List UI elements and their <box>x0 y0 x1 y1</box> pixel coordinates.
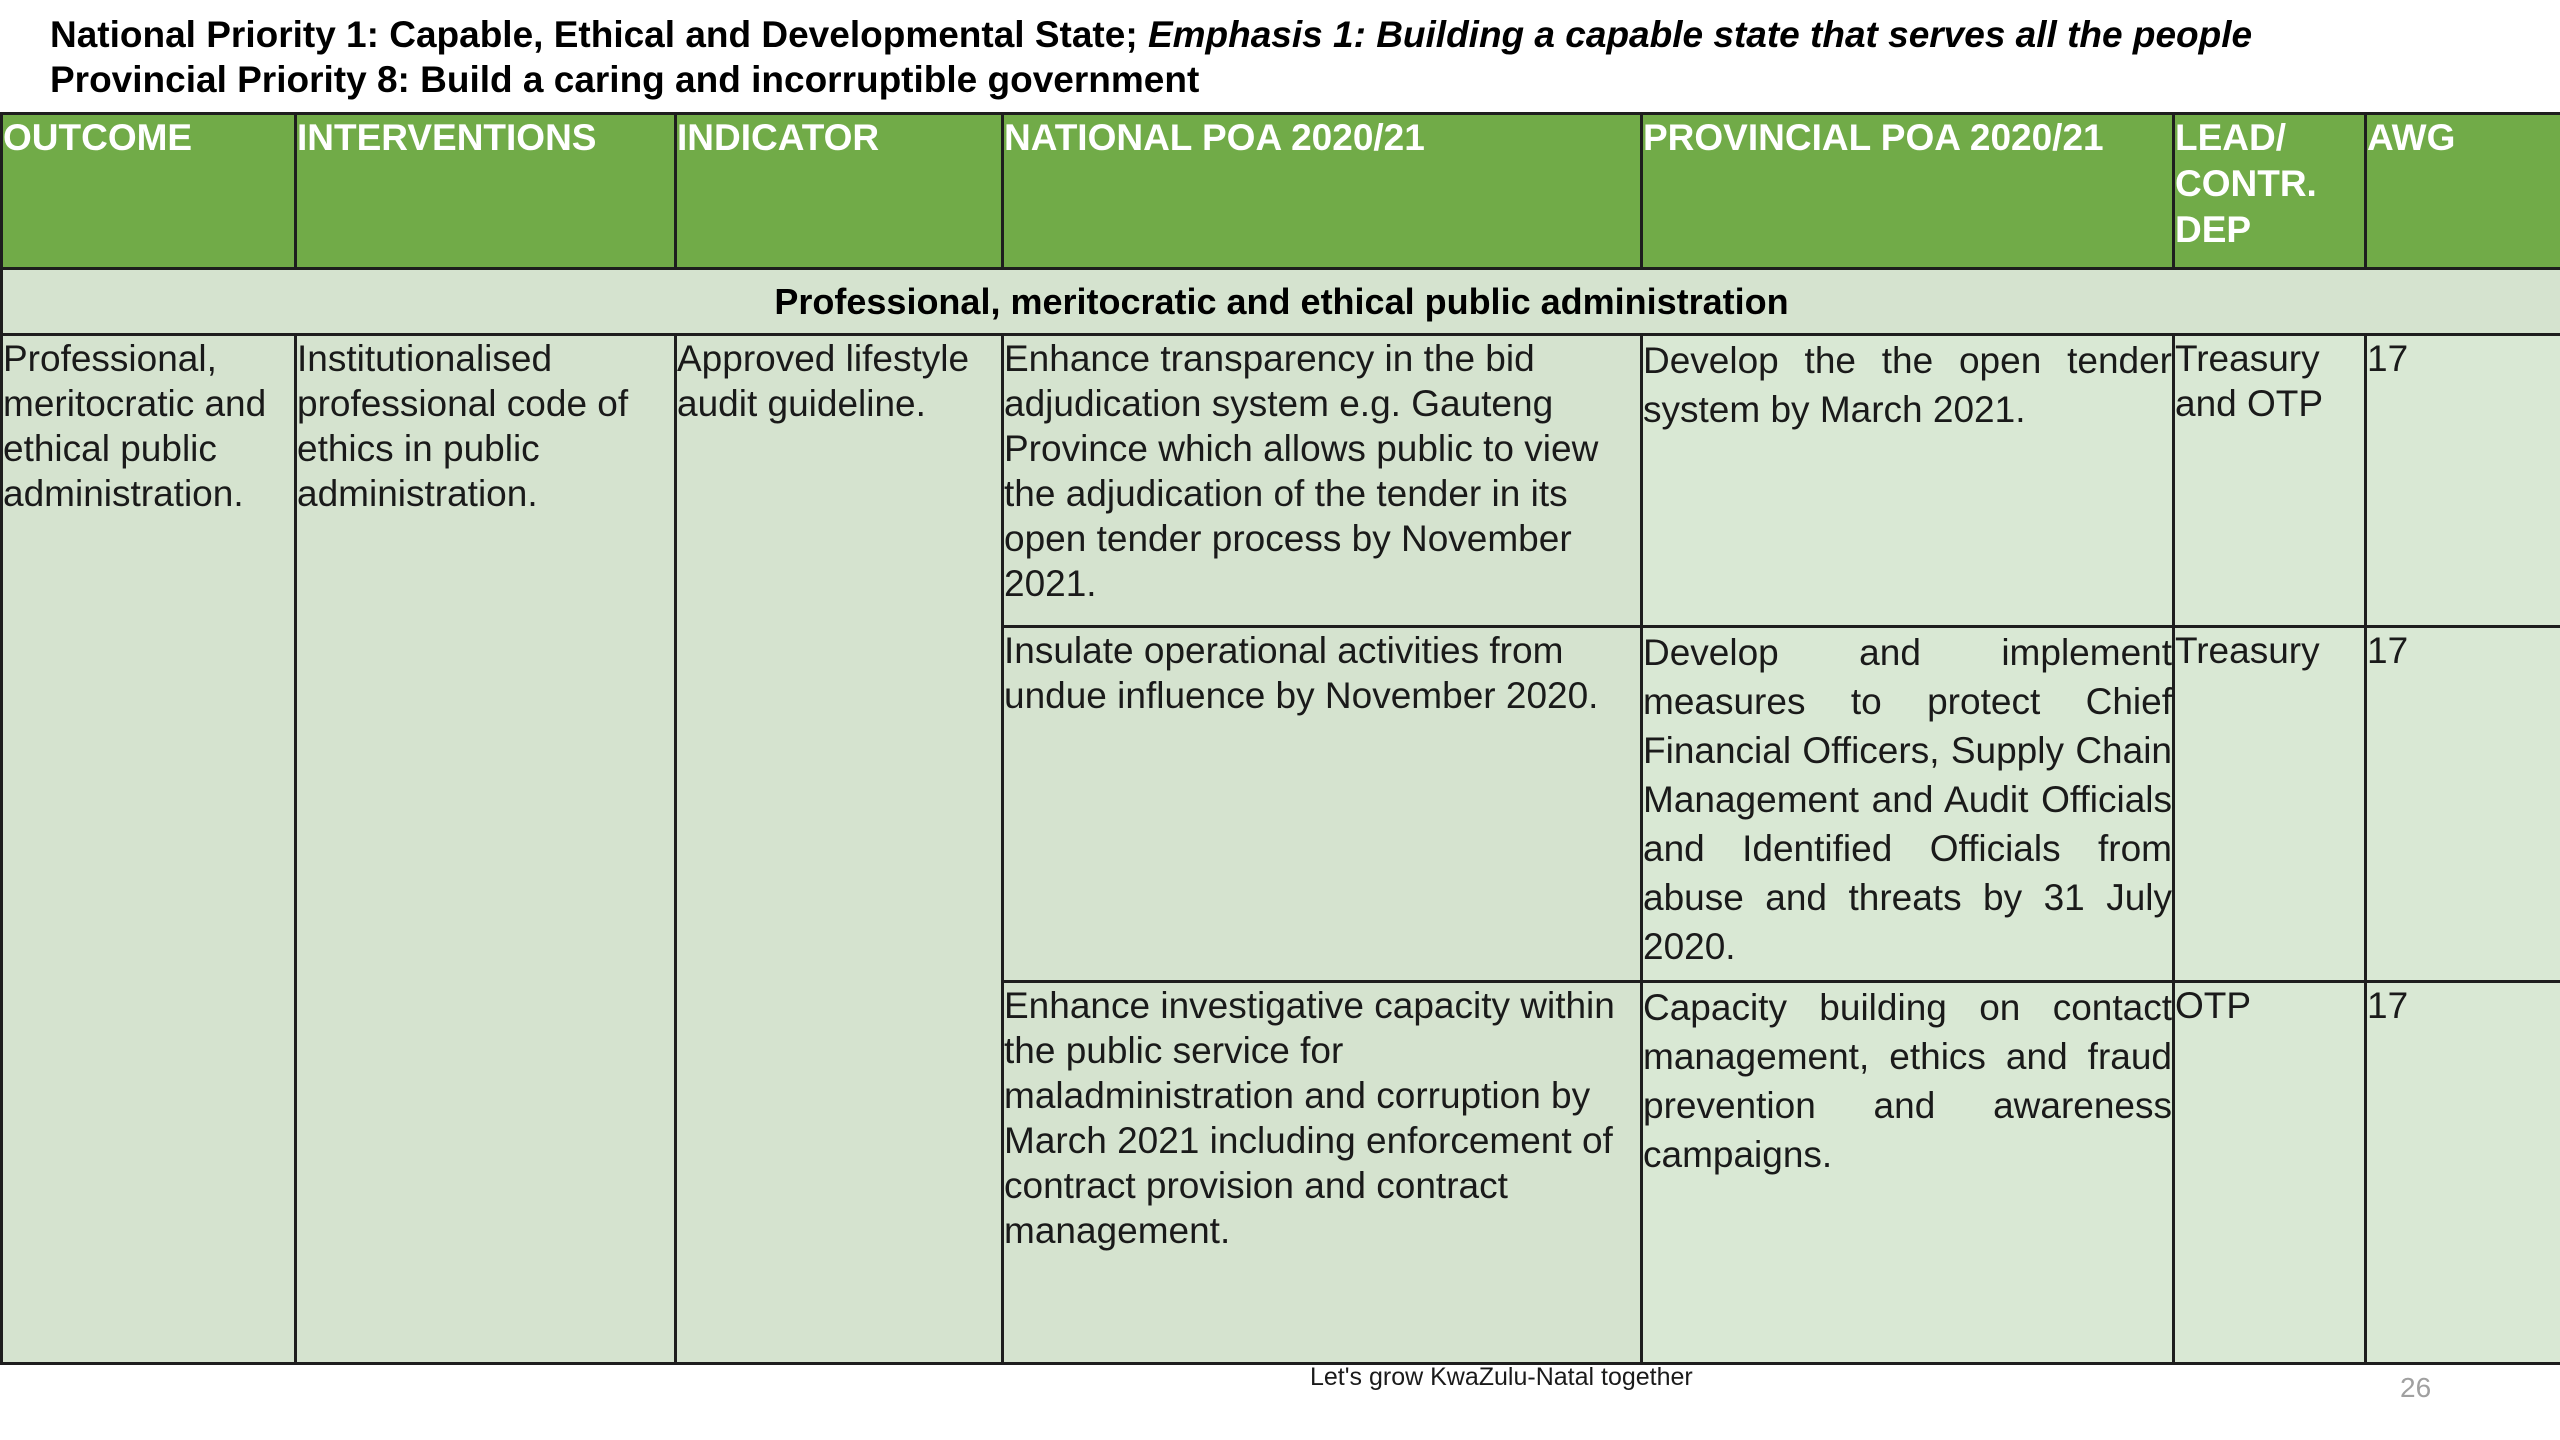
table-row <box>2 335 2560 627</box>
heading-line-1 <box>50 12 2530 57</box>
column-header-lead-dep: LEAD/ CONTR. DEP <box>2174 114 2366 269</box>
outcome-cell: Professional, meritocratic and ethical public administration. <box>2 335 296 1364</box>
page-number: 26 <box>2400 1372 2432 1403</box>
column-header-national-poa: NATIONAL POA 2020/21 <box>1003 114 1642 269</box>
lead-dep-cell: Treasury and OTP <box>2174 335 2366 627</box>
awg-cell: 17 <box>2366 627 2560 982</box>
column-header-provincial-poa: PROVINCIAL POA 2020/21 <box>1642 114 2174 269</box>
section-title: Professional, meritocratic and ethical public administration <box>2 269 2560 335</box>
national-poa-cell: Enhance investigative capacity within the public service for maladministration and corruption by March 2021 including enforcement of contract provision and contract management. <box>1003 982 1642 1364</box>
column-header-indicator: INDICATOR <box>676 114 1003 269</box>
indicator-cell: Approved lifestyle audit guideline. <box>676 335 1003 1364</box>
heading-emphasis: Emphasis 1: Building a capable state that serves all the people <box>1147 14 2253 55</box>
poa-table <box>0 112 2560 1365</box>
national-poa-cell: Insulate operational activities from undue influence by November 2020. <box>1003 627 1642 982</box>
table-header-row <box>2 114 2560 269</box>
poa-table-frame <box>0 112 2560 1362</box>
footer-tagline: Let's grow KwaZulu-Natal together <box>1310 1363 1693 1391</box>
lead-dep-cell: OTP <box>2174 982 2366 1364</box>
provincial-poa-cell: Develop and implement measures to protect Chief Financial Officers, Supply Chain Management and Audit Officials and Identified Officials from abuse and threats by 31 July 2020. <box>1642 627 2174 982</box>
national-poa-cell: Enhance transparency in the bid adjudication system e.g. Gauteng Province which allows public to view the adjudication of the tender in its open tender process by November 2021. <box>1003 335 1642 627</box>
awg-cell: 17 <box>2366 335 2560 627</box>
intervention-cell: Institutionalised professional code of ethics in public administration. <box>296 335 676 1364</box>
column-header-outcome: OUTCOME <box>2 114 296 269</box>
heading-national-priority: National Priority 1: Capable, Ethical and Developmental State; <box>50 14 1148 55</box>
column-header-interventions: INTERVENTIONS <box>296 114 676 269</box>
provincial-poa-cell: Develop the the open tender system by March 2021. <box>1642 335 2174 627</box>
awg-cell: 17 <box>2366 982 2560 1364</box>
slide-heading <box>50 12 2530 102</box>
heading-line-2: Provincial Priority 8: Build a caring and incorruptible government <box>50 59 1200 100</box>
section-row <box>2 269 2560 335</box>
lead-dep-cell: Treasury <box>2174 627 2366 982</box>
provincial-poa-cell: Capacity building on contact management, ethics and fraud prevention and awareness campaigns. <box>1642 982 2174 1364</box>
column-header-awg: AWG <box>2366 114 2560 269</box>
